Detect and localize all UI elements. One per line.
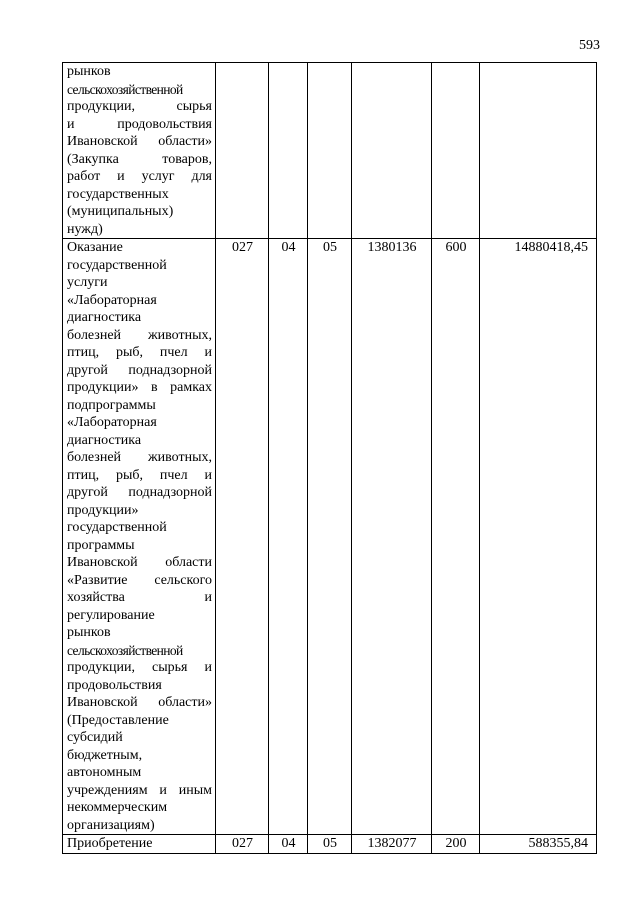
admin-code-cell: 027 [216, 835, 269, 854]
item-name-line: болезней животных, [67, 327, 212, 343]
item-name-line: Ивановской области [67, 555, 212, 570]
item-name-cell [63, 835, 216, 854]
target-article-cell: 1382077 [352, 835, 432, 854]
subsection-code-cell [308, 63, 352, 239]
section-code-cell: 04 [269, 835, 308, 854]
item-name-line: сельскохозяйственной [67, 642, 183, 658]
target-article-cell: 1380136 [352, 239, 432, 835]
table-body [63, 63, 597, 854]
item-name-line: субсидий [67, 730, 123, 745]
item-name-line: некоммерческим [67, 800, 168, 815]
item-name-line: государственной [67, 257, 167, 273]
item-name-line: другой поднадзорной [67, 485, 212, 500]
table-row [63, 239, 597, 835]
table-row [63, 63, 597, 239]
admin-code-cell [216, 63, 269, 239]
item-name-line: (Закупка товаров, [67, 151, 212, 167]
section-code-cell [269, 63, 308, 239]
item-name-line: продукции» в рамках [67, 380, 212, 395]
expense-kind-cell: 600 [432, 239, 480, 835]
item-name-line: подпрограммы [67, 397, 156, 413]
target-article-cell [352, 63, 432, 239]
item-name-line: программы [67, 537, 135, 553]
item-name-line: государственной [67, 520, 167, 535]
admin-code-cell: 027 [216, 239, 269, 835]
item-name-cell [63, 63, 216, 239]
subsection-code-cell: 05 [308, 239, 352, 835]
item-name-line: и продовольствия [67, 116, 212, 132]
item-name-line: сельскохозяйственной [67, 81, 183, 97]
item-name-line: продукции, сырья [67, 99, 212, 114]
expense-kind-cell: 200 [432, 835, 480, 854]
item-name-line: работ и услуг для [67, 169, 212, 184]
item-name-line: диагностика [67, 432, 142, 448]
item-name-line: (Предоставление [67, 712, 169, 728]
item-name-line: автономным [67, 765, 142, 780]
item-name-line: учреждениям и иным [67, 782, 212, 798]
item-name-line: продукции, сырья и [67, 660, 212, 675]
item-name-line: «Развитие сельского [67, 572, 212, 588]
item-name-line: Приобретение [67, 836, 153, 851]
item-name-line: Ивановской области» [67, 695, 212, 710]
item-name-line: услуги [67, 275, 108, 290]
amount-cell: 14880418,45 [480, 239, 597, 835]
item-name-line: рынков [67, 64, 111, 79]
item-name-line: организациям) [67, 817, 155, 833]
page-number: 593 [579, 38, 600, 53]
budget-table [62, 62, 597, 854]
item-name-line: государственных [67, 186, 169, 202]
item-name-line: «Лабораторная [67, 415, 157, 430]
table-row [63, 835, 597, 854]
item-name-line: «Лабораторная [67, 292, 157, 308]
item-name-line: болезней животных, [67, 450, 212, 465]
item-name-line: хозяйства и [67, 590, 212, 605]
item-name-line: продукции» [67, 502, 139, 518]
item-name-line: бюджетным, [67, 747, 143, 763]
subsection-code-cell: 05 [308, 835, 352, 854]
item-name-line: Оказание [67, 240, 123, 255]
item-name-line: регулирование [67, 607, 155, 623]
item-name-line: (муниципальных) [67, 204, 174, 219]
item-name-line: рынков [67, 625, 111, 640]
item-name-line: другой поднадзорной [67, 362, 212, 378]
section-code-cell: 04 [269, 239, 308, 835]
item-name-line: продовольствия [67, 677, 162, 693]
amount-cell: 588355,84 [480, 835, 597, 854]
expense-kind-cell [432, 63, 480, 239]
item-name-cell [63, 239, 216, 835]
item-name-line: птиц, рыб, пчел и [67, 467, 212, 483]
item-name-line: Ивановской области» [67, 134, 212, 149]
amount-cell [480, 63, 597, 239]
item-name-line: диагностика [67, 310, 142, 325]
item-name-line: птиц, рыб, пчел и [67, 345, 212, 360]
item-name-line: нужд) [67, 221, 103, 237]
